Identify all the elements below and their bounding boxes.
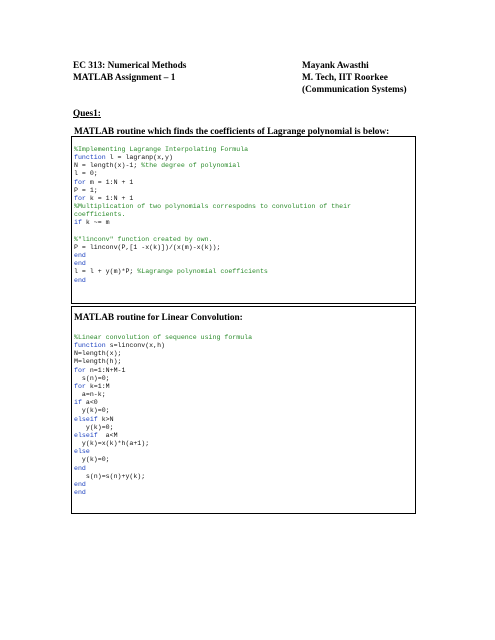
assignment-title: MATLAB Assignment – 1 xyxy=(73,73,176,83)
code-keyword: for xyxy=(74,178,86,186)
code-line xyxy=(74,481,252,489)
code-keyword: end xyxy=(74,276,86,284)
code-line xyxy=(74,203,351,211)
code-keyword: else xyxy=(74,448,90,456)
code-text: N = length(x)-1; xyxy=(74,162,142,170)
code-line xyxy=(74,456,252,464)
code-keyword: for xyxy=(74,382,86,390)
code-line xyxy=(74,195,351,203)
code-line xyxy=(74,146,351,154)
header-left xyxy=(73,60,186,84)
code-line xyxy=(74,179,351,187)
code-keyword: for xyxy=(74,366,86,374)
code-line xyxy=(74,407,252,415)
code-text: l = lagranp(x,y) xyxy=(105,154,173,162)
lagrange-code-listing xyxy=(74,146,351,285)
code-line xyxy=(74,465,252,473)
code-line xyxy=(74,162,351,170)
code-text: a=n-k; xyxy=(74,391,106,399)
code-text xyxy=(74,228,78,235)
code-comment: %Multiplication of two polynomials correspodns to convolution of their xyxy=(74,203,351,211)
question-label: Ques1: xyxy=(73,109,101,119)
code-text: y(k)=0; xyxy=(74,407,110,415)
code-line xyxy=(74,228,351,236)
code-line xyxy=(74,489,252,497)
code-comment: %Linear convolution of sequence using formula xyxy=(74,334,253,341)
code-text: y(k)=0; xyxy=(74,456,110,464)
code-line xyxy=(74,448,252,456)
lagrange-code-box xyxy=(71,127,416,304)
code-text: a<0 xyxy=(81,399,98,407)
code-text: k ~= m xyxy=(81,219,110,227)
code-keyword: function xyxy=(74,342,106,350)
code-keyword: end xyxy=(74,252,86,260)
code-line xyxy=(74,383,252,391)
code-text: l = 0; xyxy=(74,170,98,178)
code-text: s(n)=0; xyxy=(74,374,110,382)
code-keyword: end xyxy=(74,464,86,472)
code-text: a<M xyxy=(97,431,118,439)
code-line xyxy=(74,342,252,350)
code-text: n=1:N+M-1 xyxy=(85,366,126,374)
code-text: s=linconv(x,h) xyxy=(105,342,166,350)
code-line xyxy=(74,399,252,407)
header-right xyxy=(302,60,407,96)
code-keyword: end xyxy=(74,260,86,268)
code-text: s(n)=s(n)+y(k); xyxy=(74,472,146,480)
code-text: y(k)=x(k)*h(a+1); xyxy=(74,440,150,448)
section1-title: MATLAB routine which finds the coefficients of Lagrange polynomial is below: xyxy=(74,127,390,137)
code-keyword: for xyxy=(74,194,86,202)
section2-title: MATLAB routine for Linear Convolution: xyxy=(74,313,243,323)
code-text: k=1:M xyxy=(85,382,110,390)
code-text: k>N xyxy=(97,415,114,423)
code-text: M=length(h); xyxy=(74,358,122,366)
code-line xyxy=(74,350,252,358)
code-line xyxy=(74,277,351,285)
code-comment: %"linconv" function created by own. xyxy=(74,235,213,243)
code-line xyxy=(74,391,252,399)
code-keyword: elseif xyxy=(74,431,98,439)
code-text: P = 1; xyxy=(74,186,98,194)
code-keyword: if xyxy=(74,219,82,227)
code-line xyxy=(74,432,252,440)
code-line xyxy=(74,367,252,375)
code-line xyxy=(74,260,351,268)
code-line xyxy=(74,252,351,260)
author-name: Mayank Awasthi xyxy=(302,61,369,71)
code-keyword: if xyxy=(74,399,82,407)
code-text: N=length(x); xyxy=(74,350,122,358)
code-line xyxy=(74,187,351,195)
code-comment: %the degree of polynomial xyxy=(141,162,241,170)
code-text: k = 1:N + 1 xyxy=(85,194,134,202)
author-department: (Communication Systems) xyxy=(302,85,407,95)
code-line xyxy=(74,170,351,178)
course-title: EC 313: Numerical Methods xyxy=(73,61,187,71)
code-line xyxy=(74,244,351,252)
convolution-code-listing xyxy=(74,334,252,497)
code-line xyxy=(74,219,351,227)
code-text: P = linconv(P,[1 -x(k)])/(x(m)-x(k)); xyxy=(74,243,221,251)
code-line xyxy=(74,440,252,448)
code-line xyxy=(74,473,252,481)
code-comment: %Lagrange polynomial coefficients xyxy=(137,268,268,276)
author-affiliation: M. Tech, IIT Roorkee xyxy=(302,73,388,83)
code-line xyxy=(74,211,351,219)
code-text: m = 1:N + 1 xyxy=(85,178,134,186)
code-line xyxy=(74,358,252,366)
convolution-code-box xyxy=(71,306,416,514)
code-comment: %Implementing Lagrange Interpolating Formula xyxy=(74,146,249,153)
code-text: y(k)=0; xyxy=(74,423,114,431)
code-line xyxy=(74,236,351,244)
code-line xyxy=(74,154,351,162)
code-keyword: elseif xyxy=(74,415,98,423)
code-line xyxy=(74,424,252,432)
code-keyword: end xyxy=(74,488,86,496)
code-keyword: function xyxy=(74,154,106,162)
code-line xyxy=(74,268,351,276)
code-comment: coefficients. xyxy=(74,211,126,219)
code-line xyxy=(74,416,252,424)
code-text: l = l + y(m)*P; xyxy=(74,268,138,276)
code-line xyxy=(74,375,252,383)
code-line xyxy=(74,334,252,342)
code-keyword: end xyxy=(74,480,86,488)
